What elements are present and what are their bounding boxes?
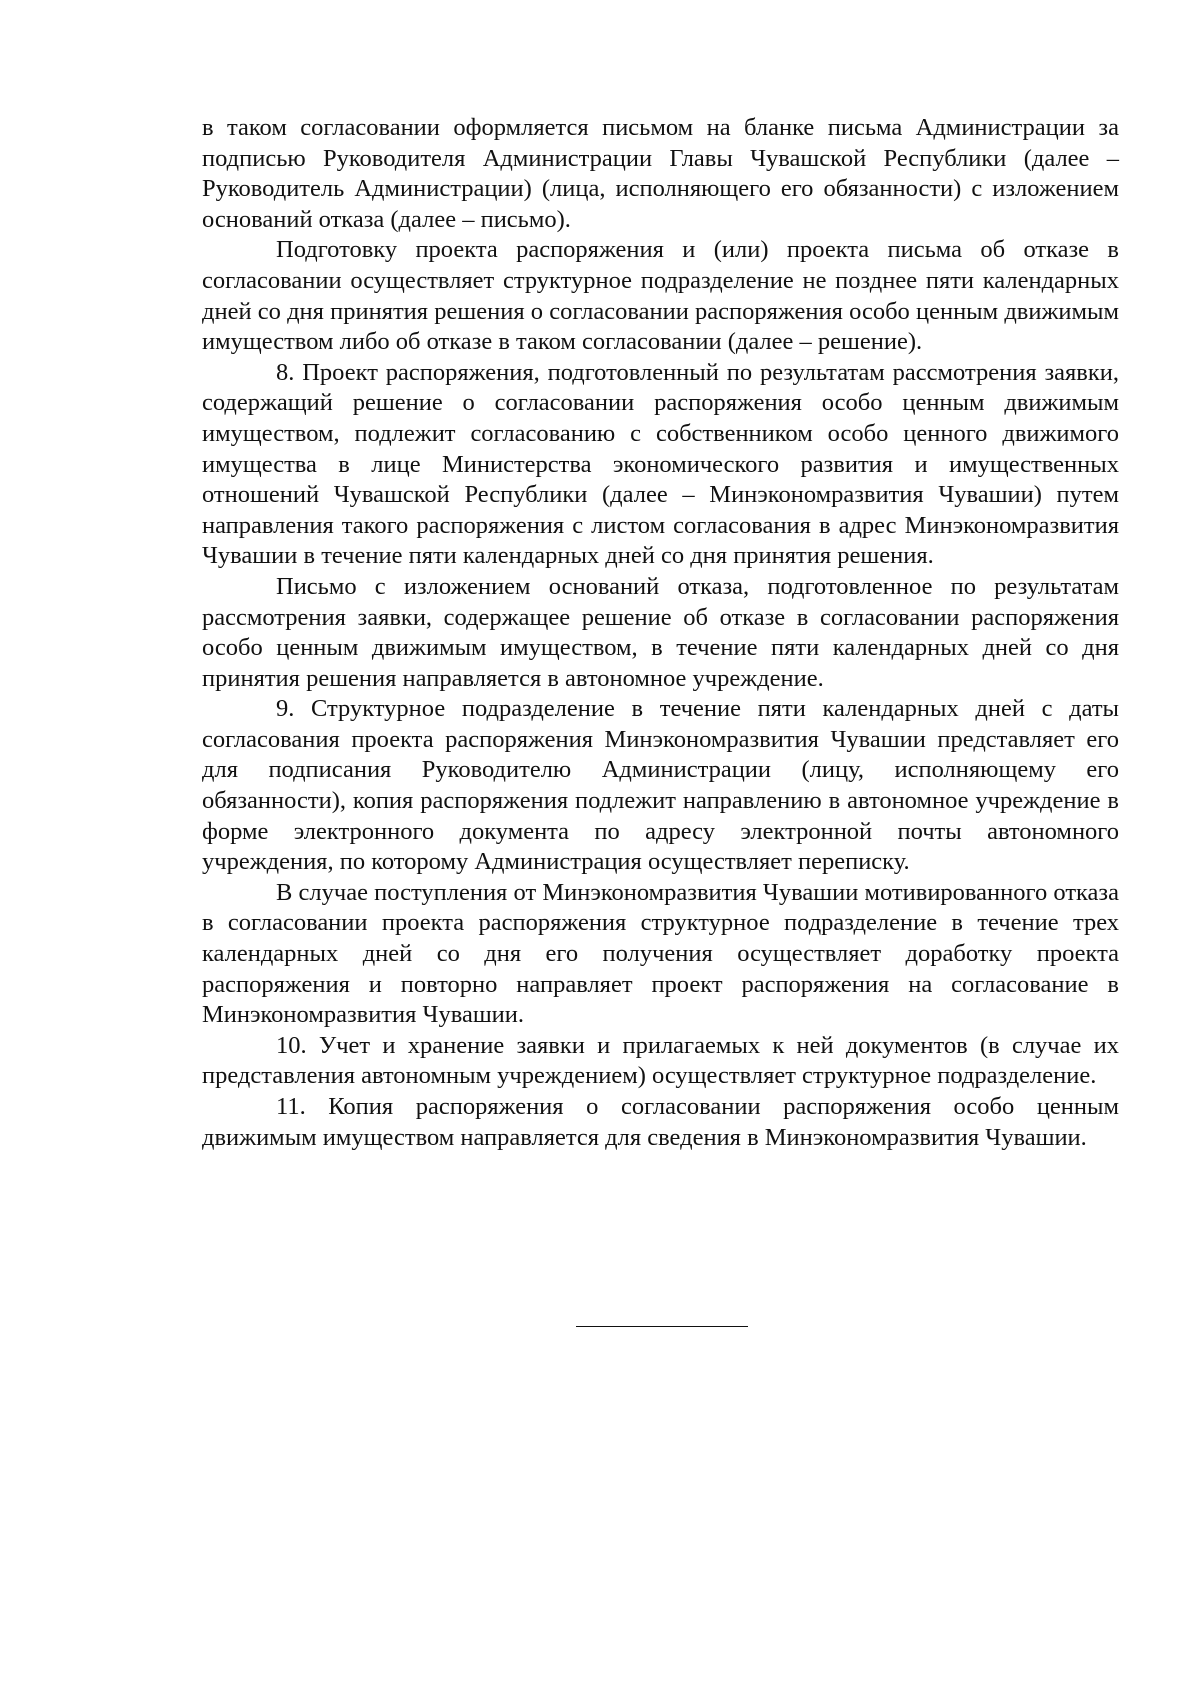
end-divider-line — [576, 1326, 748, 1327]
document-body — [202, 113, 1119, 1153]
paragraph-motivated-refusal: В случае поступления от Минэкономразвития Чувашии мотивированного отказа в согласовании проекта распоряжения структурное подразделение в течение трех календарных дней со дня его получения осуществляет доработку проекта распоряжения и повторно направляет проект распоряжения на согласование в Минэкономразвития Чувашии. — [202, 878, 1119, 1029]
paragraph-refusal-letter: Письмо с изложением оснований отказа, подготовленное по результатам рассмотрения заявки, содержащее решение об отказе в согласовании распоряжения особо ценным движимым имуществом, в течение пяти календарных дней со дня принятия решения направляется в автономное учреждение. — [202, 572, 1119, 692]
paragraph-item-11: 11. Копия распоряжения о согласовании распоряжения особо ценным движимым имуществом направляется для сведения в Минэкономразвития Чувашии. — [202, 1093, 1119, 1151]
paragraph-preparation: Подготовку проекта распоряжения и (или) проекта письма об отказе в согласовании осуществляет структурное подразделение не позднее пяти календарных дней со дня принятия решения о согласовании распоряжения особо ценным движимым имуществом либо об отказе в таком согласовании (далее – решение). — [202, 236, 1119, 356]
paragraph-continuation: в таком согласовании оформляется письмом на бланке письма Администрации за подписью Руководителя Администрации Главы Чувашской Республики (далее – Руководитель Администрации) (лица, исполняющего его обязанности) с изложением оснований отказа (далее – письмо). — [202, 114, 1119, 233]
paragraph-item-9: 9. Структурное подразделение в течение пяти календарных дней с даты согласования проекта распоряжения Минэкономразвития Чувашии представляет его для подписания Руководителю Администрации (лицу, исполняющему его обязанности), копия распоряжения подлежит направлению в автономное учреждение в форме электронного документа по адресу электронной почты автономного учреждения, по которому Администрация осуществляет переписку. — [202, 695, 1119, 876]
paragraph-item-10: 10. Учет и хранение заявки и прилагаемых к ней документов (в случае их представления автономным учреждением) осуществляет структурное подразделение. — [202, 1031, 1119, 1090]
paragraph-item-8: 8. Проект распоряжения, подготовленный по результатам рассмотрения заявки, содержащий решение о согласовании распоряжения особо ценным движимым имуществом, подлежит согласованию с собственником особо ценного движимого имущества в лице Министерства экономического развития и имущественных отношений Чувашской Республики (далее – Минэкономразвития Чувашии) путем направления такого распоряжения с листом согласования в адрес Минэкономразвития Чувашии в течение пяти календарных дней со дня принятия решения. — [202, 358, 1119, 570]
